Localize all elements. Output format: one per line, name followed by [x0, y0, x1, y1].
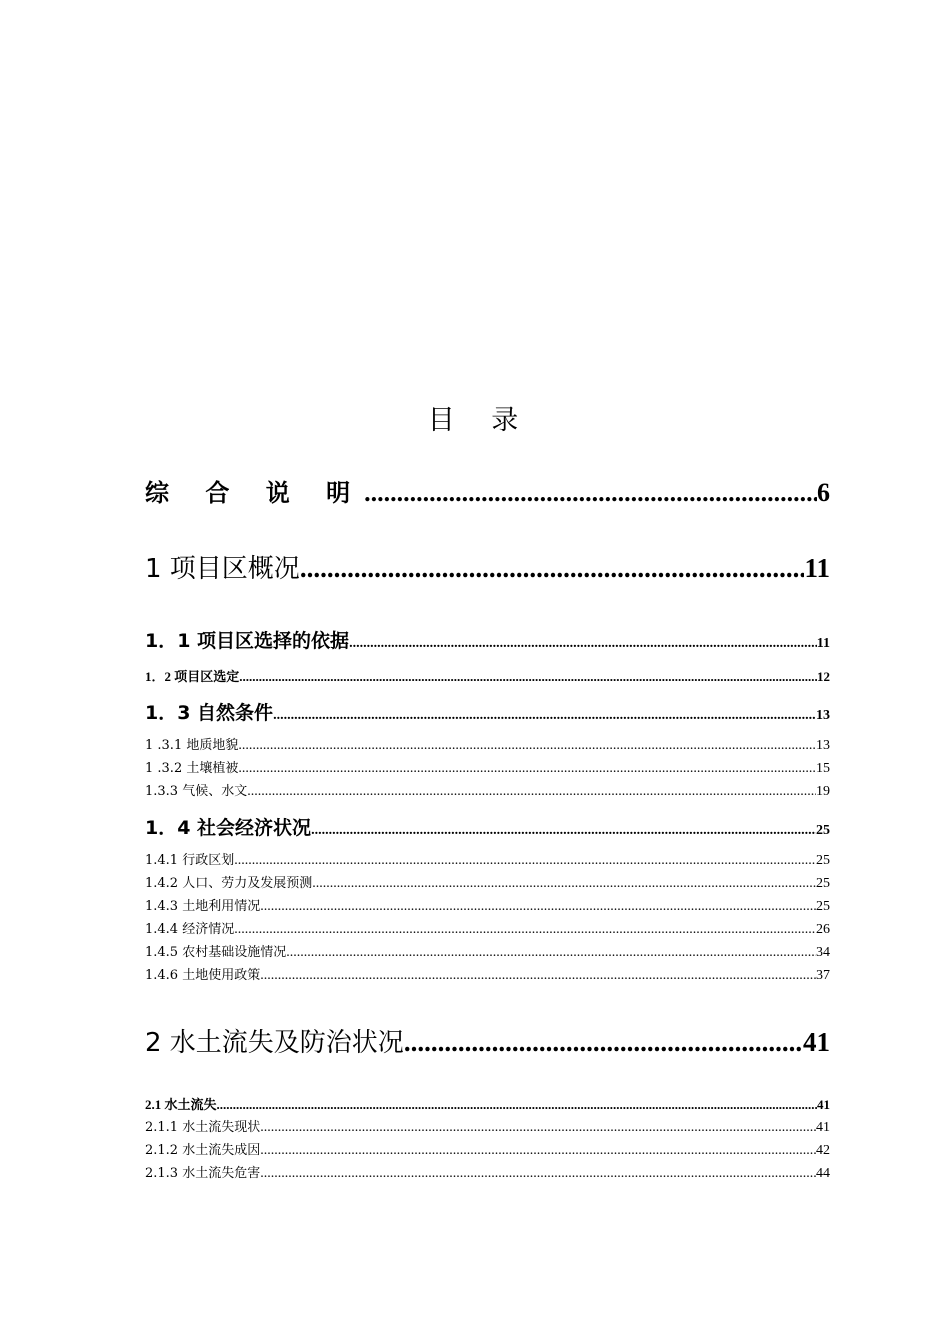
toc-page-number: 15	[816, 761, 830, 776]
toc-leader	[239, 670, 817, 683]
toc-page-number: 34	[816, 945, 830, 960]
toc-entry[interactable]	[145, 1029, 830, 1056]
toc-leader	[260, 900, 816, 914]
toc-entry[interactable]	[145, 900, 830, 914]
toc-leader	[260, 1121, 816, 1135]
toc-entry-label: 1.4.3 土地利用情况	[145, 899, 261, 914]
toc-leader	[247, 785, 816, 799]
toc-entry[interactable]	[145, 632, 830, 651]
toc-entry[interactable]	[145, 785, 830, 799]
toc-entry[interactable]	[145, 923, 830, 937]
toc-leader	[238, 739, 816, 753]
toc-leader	[273, 709, 816, 723]
toc-leader	[238, 762, 816, 776]
toc-entry[interactable]	[145, 1098, 830, 1111]
toc-entry-label: 1．1 项目区选择的依据	[145, 630, 350, 652]
toc-entry-label: 1．4 社会经济状况	[145, 817, 312, 839]
toc-entry[interactable]	[145, 819, 830, 838]
toc-entry[interactable]	[145, 946, 830, 960]
toc-page-number: 41	[816, 1120, 830, 1135]
toc-entry[interactable]	[145, 739, 830, 753]
toc-leader	[234, 923, 816, 937]
toc-entry-label: 1.4.2 人口、劳力及发展预测	[145, 876, 313, 891]
toc-entry[interactable]	[145, 1144, 830, 1158]
toc-entry-label: 1．2 项目区选定	[145, 669, 240, 684]
toc-page-number: 11	[816, 636, 830, 651]
toc-entry-label: 1 .3.1 地质地貌	[145, 738, 239, 753]
toc-page-number: 13	[816, 708, 830, 723]
toc-page-number: 12	[817, 669, 830, 684]
toc-title: 目 录	[427, 405, 533, 436]
toc-leader	[312, 877, 816, 891]
toc-page-number: 13	[816, 738, 830, 753]
toc-entry[interactable]	[145, 480, 830, 506]
toc-page-number: 25	[816, 899, 830, 914]
toc-leader	[311, 824, 816, 838]
toc-entry-label: 综 合 说 明	[145, 479, 365, 507]
toc-leader	[260, 1144, 816, 1158]
toc-entry-label: 2.1 水土流失	[145, 1097, 217, 1112]
toc-entry-label: 1 .3.2 土壤植被	[145, 761, 239, 776]
toc-entry[interactable]	[145, 854, 830, 868]
toc-entry-label: 1.4.4 经济情况	[145, 922, 235, 937]
toc-page-number: 25	[816, 876, 830, 891]
toc-page-number: 25	[816, 823, 830, 838]
toc-entry[interactable]	[145, 877, 830, 891]
toc-leader	[260, 969, 816, 983]
toc-entry[interactable]	[145, 704, 830, 723]
toc-leader	[286, 946, 816, 960]
toc-entry[interactable]	[145, 670, 830, 683]
toc-page-number: 26	[816, 922, 830, 937]
toc-entry-label: 2.1.1 水土流失现状	[145, 1120, 261, 1135]
toc-leader	[234, 854, 816, 868]
toc-entry-label: 2.1.3 水土流失危害	[145, 1166, 261, 1181]
toc-page-number: 42	[816, 1143, 830, 1158]
toc-entry-label: 1.3.3 气候、水文	[145, 784, 248, 799]
toc-page-number: 11	[804, 553, 830, 583]
toc-entry-label: 1.4.5 农村基础设施情况	[145, 945, 287, 960]
toc-entry[interactable]	[145, 1167, 830, 1181]
toc-entry-label: 1.4.6 土地使用政策	[145, 968, 261, 983]
toc-page-number: 37	[816, 968, 830, 983]
toc-page-number: 41	[817, 1097, 830, 1112]
toc-entry[interactable]	[145, 969, 830, 983]
toc-entry-label: 1 项目区概况	[145, 554, 300, 584]
toc-entry-label: 2 水土流失及防治状况	[145, 1028, 404, 1058]
toc-page-number: 44	[816, 1166, 830, 1181]
toc-leader	[260, 1167, 816, 1181]
toc-leader	[349, 637, 817, 651]
toc-leader	[364, 480, 817, 506]
toc-page-number: 25	[816, 853, 830, 868]
toc-page-number: 6	[817, 478, 830, 507]
toc-entry[interactable]	[145, 762, 830, 776]
toc-page-number: 19	[816, 784, 830, 799]
toc-leader	[300, 555, 805, 582]
toc-entry-label: 1.4.1 行政区划	[145, 853, 235, 868]
toc-entry-label: 2.1.2 水土流失成因	[145, 1143, 261, 1158]
toc-entry[interactable]	[145, 1121, 830, 1135]
toc-leader	[217, 1098, 817, 1111]
toc-entry[interactable]	[145, 555, 830, 582]
toc-page-number: 41	[803, 1027, 830, 1057]
toc-leader	[404, 1029, 803, 1056]
toc-entry-label: 1．3 自然条件	[145, 702, 274, 724]
